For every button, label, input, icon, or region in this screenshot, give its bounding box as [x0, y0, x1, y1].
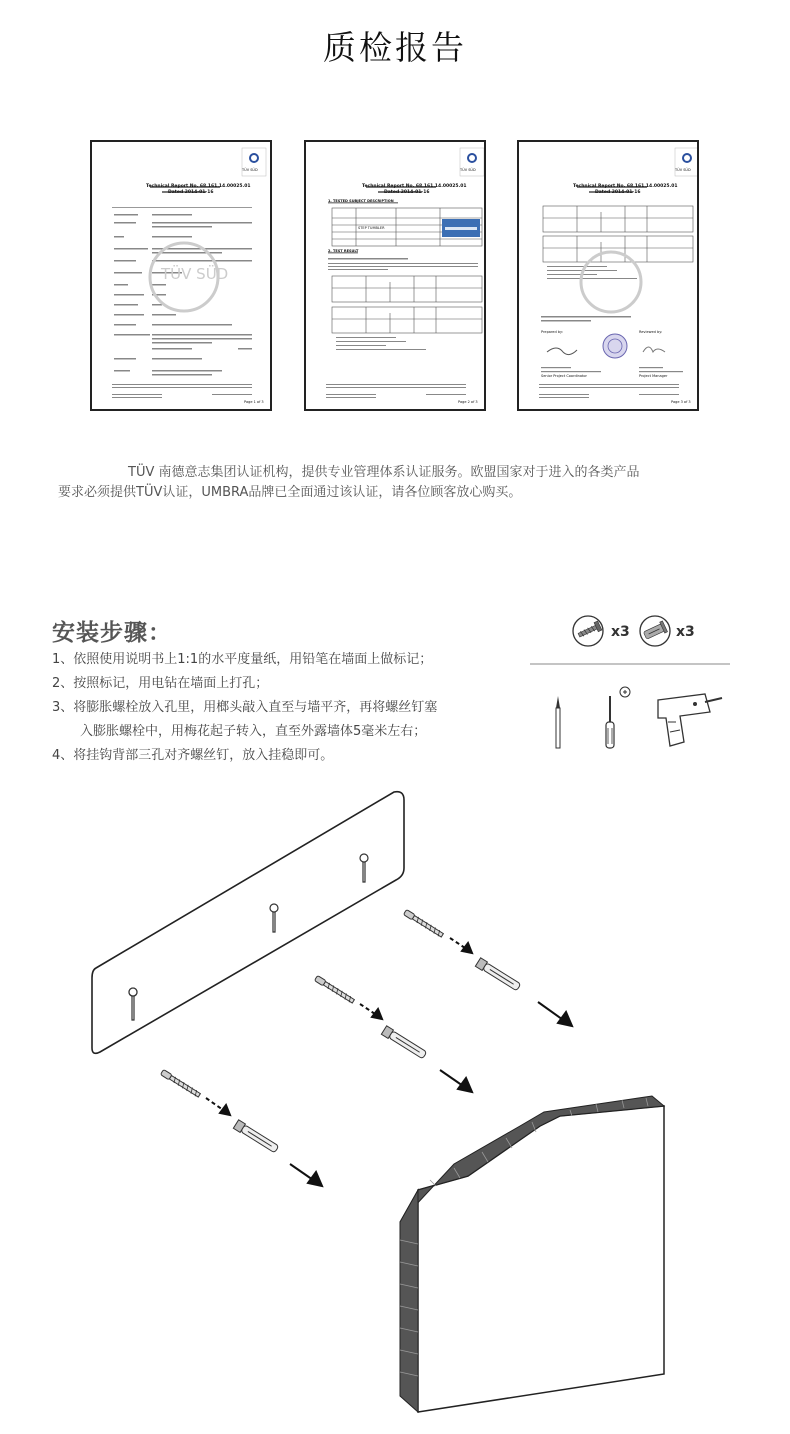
- section-heading: 1. TESTED SUBJECT DESCRIPTION: [328, 199, 394, 203]
- report-heading: Technical Report No. 68.161.14.00025.01: [362, 184, 467, 189]
- description-line-1: TÜV 南德意志集团认证机构，提供专业管理体系认证服务。欧盟国家对于进入的各类产品: [128, 465, 640, 480]
- prepared-by-label: Prepared by:: [541, 330, 563, 334]
- tuv-badge-label: TÜV SÜD: [675, 168, 691, 172]
- drill-icon: [658, 694, 722, 746]
- item-name: STEP TUMBLER: [358, 226, 385, 230]
- report-heading: Technical Report No. 68.161.14.00025.01: [146, 184, 251, 189]
- screw-icon: [570, 614, 610, 648]
- report-page-3: [517, 140, 699, 411]
- page-title: 质检报告: [323, 28, 467, 67]
- tuv-badge-label: TÜV SÜD: [242, 168, 258, 172]
- step-1: 1、依照使用说明书上1:1的水平度量纸，用铅笔在墙面上做标记；: [52, 652, 433, 667]
- pencil-icon: [556, 696, 560, 748]
- step-3: 3、将膨胀螺栓放入孔里，用榔头敲入直至与墙平齐，再将螺丝钉塞: [52, 700, 438, 715]
- tools-illustration: [530, 660, 735, 760]
- screw-count: x3: [611, 624, 630, 640]
- certification-description: [58, 463, 738, 503]
- step-4: 4、将挂钩背部三孔对齐螺丝钉，放入挂稳即可。: [52, 748, 334, 763]
- report-date: Dated 2014-01-16: [168, 190, 214, 195]
- page-number: Page 3 of 3: [671, 400, 691, 404]
- step-2: 2、按照标记，用电钻在墙面上打孔；: [52, 676, 269, 691]
- screwdriver-icon: [606, 687, 630, 748]
- page-number: Page 2 of 3: [458, 400, 478, 404]
- anchor-count: x3: [676, 624, 695, 640]
- hook-rail: [92, 792, 404, 1054]
- reviewed-by-label: Reviewed by:: [639, 330, 663, 334]
- install-title: 安装步骤：: [52, 620, 172, 646]
- tuv-badge-label: TÜV SÜD: [460, 168, 476, 172]
- page-number: Page 1 of 3: [244, 400, 264, 404]
- report-date: Dated 2014-01-16: [384, 190, 430, 195]
- wall-section: [400, 1096, 664, 1412]
- manager-title: Project Manager: [639, 374, 668, 378]
- report-date: Dated 2014-01-16: [595, 190, 641, 195]
- report-page-2: [304, 140, 486, 411]
- watermark-text: TÜV SÜD: [161, 265, 229, 283]
- description-line-2: 要求必须提供TÜV认证，UMBRA品牌已全面通过该认证，请各位顾客放心购买。: [58, 485, 522, 500]
- coordinator-title: Senior Project Coordinator: [541, 374, 587, 378]
- report-page-1: [90, 140, 272, 411]
- install-steps: [52, 648, 522, 768]
- step-3-continued: 入膨胀螺栓中，用梅花起子转入，直至外露墙体5毫米左右；: [80, 724, 427, 739]
- wall-anchor-icon: [636, 614, 676, 648]
- section-heading: 2. TEST RESULT: [328, 249, 359, 253]
- report-heading: Technical Report No. 68.161.14.00025.01: [573, 184, 678, 189]
- installation-diagram: [0, 770, 790, 1434]
